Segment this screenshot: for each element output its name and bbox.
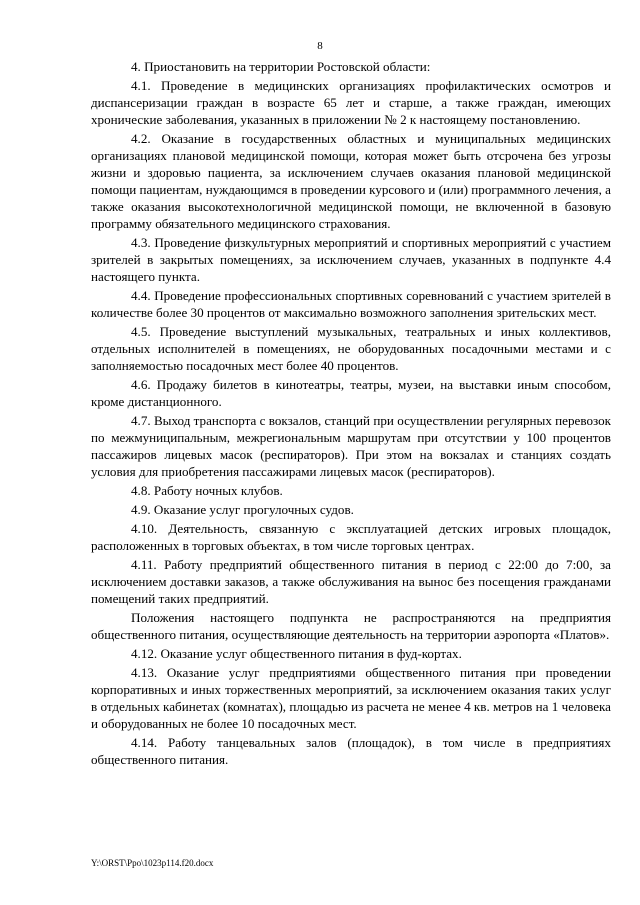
paragraph-4-9: 4.9. Оказание услуг прогулочных судов.	[131, 502, 354, 517]
paragraph-4-5: 4.5. Проведение выступлений музыкальных, театральных и иных коллективов, отдельных исполнителей в помещениях, не оборудованных посадочными местами и с заполняемостью посадочных мест более 40 процентов.	[91, 324, 611, 373]
paragraph-4-3: 4.3. Проведение физкультурных мероприятий и спортивных мероприятий с участием зрителей в закрытых помещениях, за исключением случаев, указанных в подпункте 4.4 настоящего пункта.	[91, 235, 611, 284]
document-body	[91, 58, 611, 770]
paragraph-4-12: 4.12. Оказание услуг общественного питания в фуд-кортах.	[131, 646, 462, 661]
paragraph-4-13: 4.13. Оказание услуг предприятиями общественного питания при проведении корпоративных и иных торжественных мероприятий, за исключением оказания таких услуг в отдельных кабинетах (комнатах), площадью из расчета не менее 4 кв. метров на 1 человека и оборудованных не более 10 посадочных мест.	[91, 665, 611, 731]
paragraph-4-11-note: Положения настоящего подпункта не распространяются на предприятия общественного питания, осуществляющие деятельность на территории аэропорта «Платов».	[91, 610, 611, 642]
paragraph-4-intro: 4. Приостановить на территории Ростовской области:	[131, 59, 431, 74]
paragraph-4-2: 4.2. Оказание в государственных областных и муниципальных медицинских организациях плановой медицинской помощи, которая может быть отсрочена без угрозы жизни и здоровью пациента, за исключением случаев оказания плановой медицинской помощи пациентам, нуждающимся в проведении курсового и (или) программного лечения, а также оказания высокотехнологичной медицинской помощи, не включенной в базовую программу обязательного медицинского страхования.	[91, 131, 611, 231]
paragraph-4-14: 4.14. Работу танцевальных залов (площадок), в том числе в предприятиях общественного питания.	[91, 735, 611, 767]
paragraph-4-10: 4.10. Деятельность, связанную с эксплуатацией детских игровых площадок, расположенных в торговых объектах, в том числе торговых центрах.	[91, 521, 611, 553]
paragraph-4-11: 4.11. Работу предприятий общественного питания в период с 22:00 до 7:00, за исключением доставки заказов, а также обслуживания на вынос без посещения гражданами помещений таких предприятий.	[91, 557, 611, 606]
paragraph-4-8: 4.8. Работу ночных клубов.	[131, 483, 283, 498]
paragraph-4-7: 4.7. Выход транспорта с вокзалов, станций при осуществлении регулярных перевозок по межмуниципальным, межрегиональным маршрутам при отсутствии у 100 процентов пассажиров лицевых масок (респираторов). При этом на вокзалах и станциях создать условия для приобретения пассажирами лицевых масок (респираторов).	[91, 413, 611, 479]
paragraph-4-6: 4.6. Продажу билетов в кинотеатры, театры, музеи, на выставки иным способом, кроме дистанционного.	[91, 377, 611, 409]
page-number: 8	[317, 40, 323, 52]
file-path-footer: Y:\ORST\Ppo\1023p114.f20.docx	[91, 858, 214, 868]
paragraph-4-1: 4.1. Проведение в медицинских организациях профилактических осмотров и диспансеризации граждан в возрасте 65 лет и старше, а также граждан, имеющих хронические заболевания, указанных в приложении № 2 к настоящему постановлению.	[91, 78, 611, 127]
paragraph-4-4: 4.4. Проведение профессиональных спортивных соревнований с участием зрителей в количестве более 30 процентов от максимально возможного заполнения зрительских мест.	[91, 288, 611, 320]
